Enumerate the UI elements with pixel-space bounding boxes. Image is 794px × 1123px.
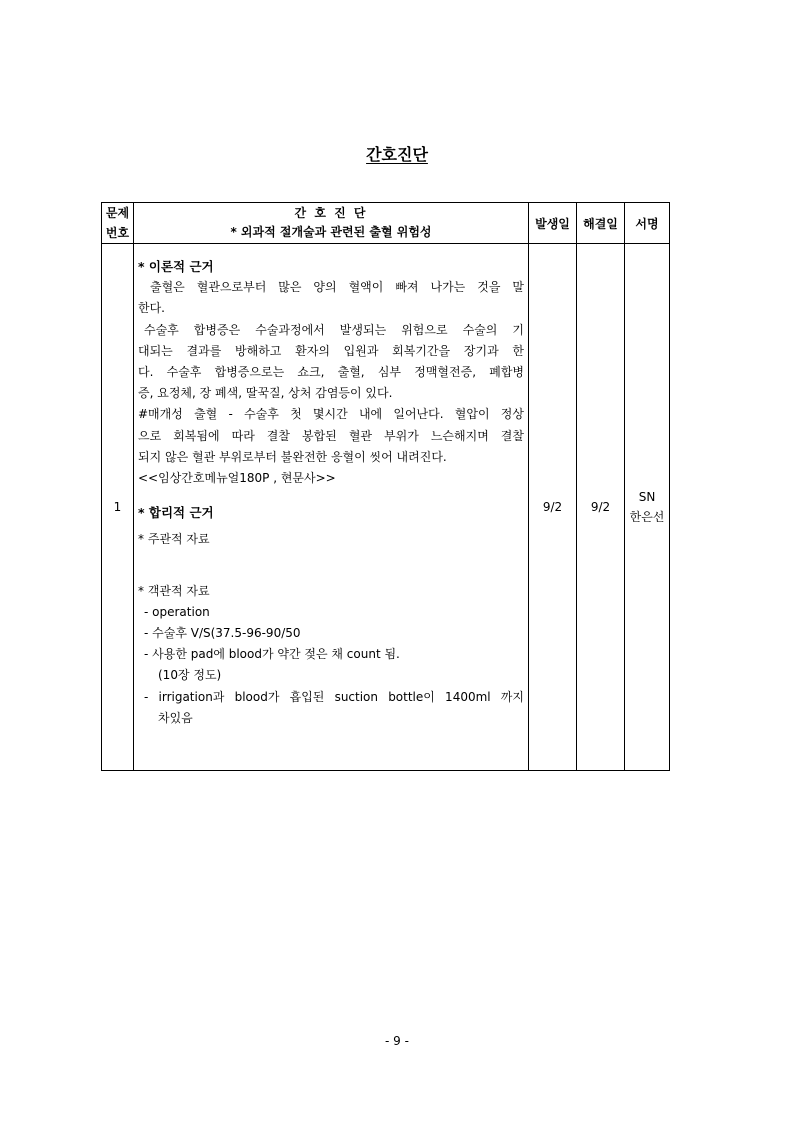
signature-line1: SN (638, 490, 656, 504)
header-signature: 서명 (625, 203, 670, 244)
problem-number: 1 (102, 244, 134, 771)
rationale-heading: * 합리적 근거 (138, 505, 214, 521)
header-num-line2: 번호 (105, 226, 130, 240)
header-num-line1: 문제 (105, 206, 130, 220)
header-dx-line2: * 외과적 절개술과 관련된 출혈 위험성 (230, 225, 432, 239)
objective-item: - operation (144, 604, 210, 619)
objective-item: - 사용한 pad에 blood가 약간 젖은 채 count 됨. (144, 647, 400, 662)
theory-line: 수술후 합병증은 수술과정에서 발생되는 위험으로 수술의 기 (144, 322, 524, 337)
header-resolved-date: 해결일 (577, 203, 625, 244)
header-diagnosis (134, 203, 529, 244)
signature-line2: 한은선 (629, 510, 665, 524)
theory-line: 되지 않은 혈관 부위로부터 불완전한 응혈이 씻어 내려진다. (138, 449, 447, 464)
theory-line: #매개성 출혈 - 수술후 첫 몇시간 내에 일어난다. 혈압이 정상 (138, 407, 524, 422)
theory-line: 증, 요정체, 장 폐색, 딸꾹질, 상처 감염등이 있다. (138, 386, 393, 401)
header-problem-number (102, 203, 134, 244)
reference-line: <<임상간호메뉴얼180P , 현문사>> (138, 471, 336, 486)
theory-line: 으로 회복됨에 따라 결찰 봉합된 혈관 부위가 느슨해지며 결찰 (138, 428, 524, 443)
objective-item: - irrigation과 blood가 흡입된 suction bottle이 1400ml 까지 (144, 689, 524, 704)
header-dx-line1: 간 호 진 단 (294, 206, 368, 220)
diagnosis-content (134, 244, 529, 771)
objective-data-label: * 객관적 자료 (138, 583, 210, 598)
table-row (102, 244, 670, 771)
objective-item: 차있음 (158, 710, 193, 725)
theory-line: 출혈은 혈관으로부터 많은 양의 혈액이 빠져 나가는 것을 말 (150, 280, 524, 295)
header-onset-date: 발생일 (529, 203, 577, 244)
page-title: 간호진단 (366, 145, 428, 164)
header-row (102, 203, 670, 244)
objective-item: - 수술후 V/S(37.5-96-90/50 (144, 626, 301, 641)
nursing-diagnosis-table (101, 202, 670, 771)
theory-line: 한다. (138, 301, 165, 316)
theory-line: 대되는 결과를 방해하고 환자의 입원과 회복기간을 장기과 한 (138, 343, 524, 358)
theory-line: 다. 수술후 합병증으로는 쇼크, 출혈, 심부 정맥혈전증, 폐합병 (138, 365, 524, 380)
signature (625, 244, 670, 771)
page-number: - 9 - (385, 1034, 409, 1048)
theory-heading: * 이론적 근거 (138, 259, 214, 274)
objective-item: (10장 정도) (158, 668, 222, 683)
resolved-date: 9/2 (577, 244, 625, 771)
subjective-data-label: * 주관적 자료 (138, 532, 210, 547)
onset-date: 9/2 (529, 244, 577, 771)
